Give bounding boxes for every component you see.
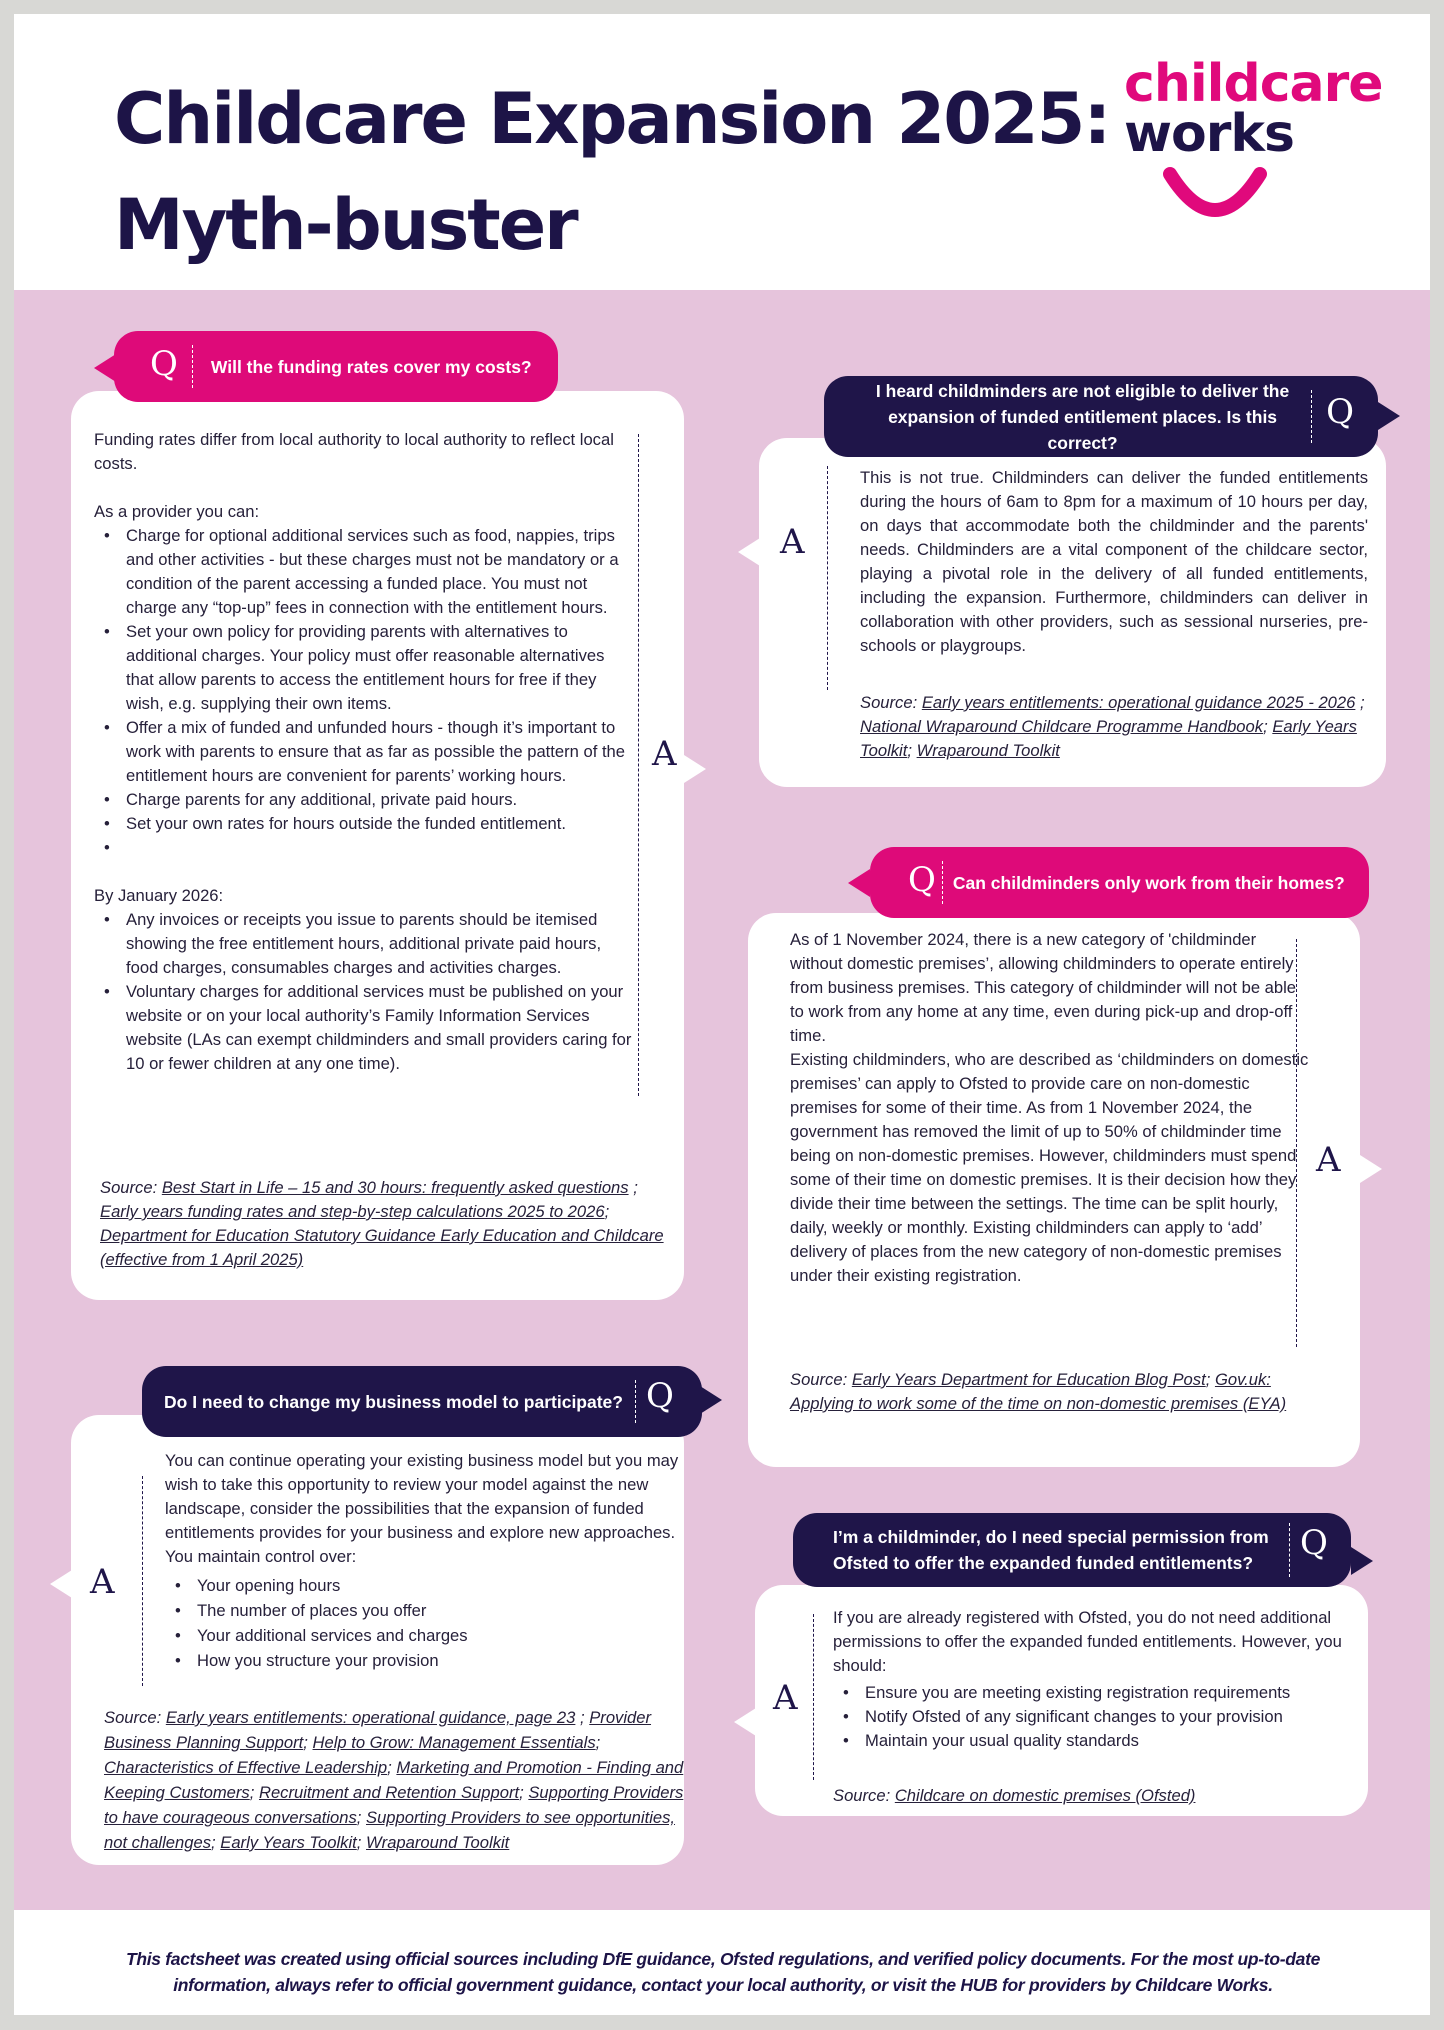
question-text: I’m a childminder, do I need special permission from Ofsted to offer the expanded funded entitlements? [833,1527,1269,1573]
answer-paragraph-1: As of 1 November 2024, there is a new category of 'childminder without domestic premises’, allowing childminders to operate entirely from business premises. This category of childminder will not be able to work from any home at any time, even during pick-up and drop-off time. [790,930,1297,1045]
q-divider [1289,1523,1290,1577]
source-link[interactable]: Early Years Department for Education Blog Post [851,1370,1206,1389]
smile-icon [1160,166,1270,226]
answer-body [165,1449,695,1673]
source-link[interactable]: Department for Education Statutory Guidance Early Education and Childcare (effective from 1 April 2025) [100,1226,664,1269]
a-icon: A [780,522,805,562]
question-bubble-ofsted-permission [793,1513,1351,1587]
source-label: Source: [790,1370,848,1389]
list-item: • Maintain your usual quality standards [833,1729,1368,1753]
source-link[interactable]: Characteristics of Effective Leadership [104,1758,388,1777]
answer-divider [1296,939,1297,1347]
source-link[interactable]: Wraparound Toolkit [916,741,1060,760]
source-link[interactable]: Early years entitlements: operational guidance, page 23 [165,1708,576,1727]
question-text: Can childminders only work from their homes? [952,872,1345,893]
q-divider [635,1380,636,1423]
answer-intro: Funding rates differ from local authority to local authority to reflect local costs. [94,430,614,473]
answer-text: You can continue operating your existing business model but you may wish to take this opportunity to review your model against the new landscape, consider the possibilities that the expansion of funded entitlements provides for your business and explore new approaches. You maintain control over: [165,1451,679,1566]
question-bubble-funding-rates [114,331,558,402]
source-label: Source: [833,1786,891,1805]
answer-body [860,466,1368,658]
question-text: I heard childminders are not eligible to deliver the expansion of funded entitlement places. Is this correct? [875,380,1290,453]
source-link[interactable]: Supporting Providers to have courageous conversations [104,1783,684,1827]
q-icon: Q [645,1375,674,1416]
q-icon: Q [150,343,178,384]
list-item: • Your opening hours [165,1573,695,1598]
childcare-works-logo [1110,54,1383,224]
provider-can-list [94,524,634,860]
source-link[interactable]: Provider Business Planning Support [104,1708,652,1752]
a-icon: A [773,1678,798,1718]
question-pointer [94,354,116,382]
answer-body [790,928,1310,1288]
source-label: Source: [100,1178,158,1197]
answer-pointer [684,755,706,783]
list-item: • Notify Ofsted of any significant changes to your provision [833,1705,1368,1729]
question-bubble-business-model [142,1366,702,1437]
answer-paragraph-2: Existing childminders, who are described as ‘childminders on domestic premises’ can apply to Ofsted to provide care on non-domestic premises for some of their time. As from 1 November 2024, the government has removed the limit of up to 50% of childminder time being on non-domestic premises. However, childminders must spend some of their time on domestic premises. It is their decision how they divide their time between the settings. The time can be split hourly, daily, weekly or monthly. Existing childminders can apply to ‘add’ delivery of places from the new category of non-domestic premises under their existing registration. [790,1050,1309,1285]
source-link[interactable]: Childcare on domestic premises (Ofsted) [894,1786,1196,1805]
answer-pointer [734,1708,756,1736]
header [14,14,1430,290]
question-pointer [1378,402,1400,430]
january-2026-list [94,908,634,1076]
source-link[interactable]: National Wraparound Childcare Programme Handbook [860,717,1264,736]
title-line-2: Myth-buster [114,184,577,266]
logo-text-works: works [1124,104,1294,164]
source-links: Source: Early years entitlements: operational guidance 2025 - 2026 ; National Wraparound Childcare Programme Handbook; Early Years Toolkit; Wraparound Toolkit [860,693,1365,760]
source-links: Source: Best Start in Life – 15 and 30 hours: frequently asked questions ; Early years funding rates and step-by-step calculations 2025 to 2026; Department for Education Statutory Guidance Early Education and Childcare (effective from 1 April 2025) [100,1178,664,1269]
question-pointer [848,869,870,897]
source-link[interactable]: Wraparound Toolkit [366,1833,510,1852]
question-bubble-childminders-eligible [824,376,1378,457]
question-bubble-childminders-homes [870,847,1369,918]
title-line-1: Childcare Expansion 2025: [114,78,1110,160]
answer-pointer [50,1570,72,1598]
list-item: • Set your own policy for providing parents with alternatives to additional charges. Your policy must offer reasonable alternatives that allow parents to access the entitlement hours for free if they wish, e.g. supplying their own items. [94,620,634,716]
source-link[interactable]: Supporting Providers to see opportunities, not challenges [104,1808,676,1852]
answer-divider [638,434,639,1096]
source-link[interactable]: Marketing and Promotion - Finding and Keeping Customers [104,1758,684,1802]
a-icon: A [652,734,677,774]
question-text: Will the funding rates cover my costs? [210,356,532,377]
answer-divider [813,1614,814,1780]
control-list [165,1573,695,1673]
source-label: Source: [860,693,918,712]
question-text: Do I need to change my business model to participate? [164,1391,623,1412]
should-list [833,1681,1368,1753]
answer-body [94,428,634,1076]
footer [14,1910,1430,2015]
list-item: • Ensure you are meeting existing registration requirements [833,1681,1368,1705]
list-item: • The number of places you offer [165,1598,695,1623]
q-divider [192,345,193,388]
source-links: Source: Early years entitlements: operational guidance, page 23 ; Provider Business Planning Support; Help to Grow: Management Essentials; Characteristics of Effective Leadership; Marketing and Promotion - Finding and Keeping Customers; Recruitment and Retention Support; Supporting Providers to have courageous conversations; Supporting Providers to see opportunities, not challenges; Early Years Toolkit; Wraparound Toolkit [104,1708,684,1852]
a-icon: A [90,1562,115,1602]
answer-text: If you are already registered with Ofsted, you do not need additional permissions to offer the expanded funded entitlements. However, you should: [833,1608,1342,1675]
source-link[interactable]: Early Years Toolkit [220,1833,357,1852]
list2-heading: By January 2026: [94,886,224,905]
a-icon: A [1316,1140,1341,1180]
factsheet-page [14,14,1430,2015]
list-heading: As a provider you can: [94,502,260,521]
list-item: • Your additional services and charges [165,1623,695,1648]
list-item: • Any invoices or receipts you issue to parents should be itemised showing the free entitlement hours, additional private paid hours, food charges, consumables charges and activities charges. [94,908,634,980]
source-link[interactable]: Early years entitlements: operational guidance 2025 - 2026 [921,693,1356,712]
source-link[interactable]: Early Years Toolkit [860,717,1357,760]
list-item: • Offer a mix of funded and unfunded hours - though it’s important to work with parents to ensure that as far as possible the pattern of the entitlement hours are convenient for parents’ working hours. [94,716,634,788]
answer-pointer [738,538,760,566]
question-pointer [700,1386,722,1414]
page-title [114,66,1109,278]
source-label: Source: [104,1708,162,1727]
answer-pointer [1360,1155,1382,1183]
q-icon: Q [1326,391,1354,432]
source-link[interactable]: Best Start in Life – 15 and 30 hours: frequently asked questions [161,1178,629,1197]
answer-divider [827,466,828,690]
footer-disclaimer: This factsheet was created using official sources including DfE guidance, Ofsted regulations, and verified policy documents. For the most up-to-date information, always refer to official government guidance, contact your local authority, or visit the HUB for providers by Childcare Works. [125,1949,1321,1995]
list-item: • How you structure your provision [165,1648,695,1673]
list-item-empty [94,836,634,860]
source-link[interactable]: Help to Grow: Management Essentials [312,1733,596,1752]
answer-text: This is not true. Childminders can deliver the funded entitlements during the hours of 6am to 8pm for a maximum of 10 hours per day, on days that accommodate both the childminder and the parents' needs. Childminders are a vital component of the childcare sector, playing a pivotal role in the delivery of all funded entitlements, including the expansion. Furthermore, childminders can deliver in collaboration with other providers, such as sessional nurseries, pre-schools or playgroups. [860,468,1368,655]
list-item: • Charge for optional additional services such as food, nappies, trips and other activities - but these charges must not be mandatory or a condition of the parent accessing a funded place. You must not charge any “top-up” fees in connection with the entitlement hours. [94,524,634,620]
answer-body [833,1606,1368,1753]
question-pointer [1351,1547,1373,1575]
list-item: • Charge parents for any additional, private paid hours. [94,788,634,812]
logo-text-childcare: childcare [1124,54,1383,114]
answer-divider [142,1476,143,1686]
source-link[interactable]: Early years funding rates and step-by-step calculations 2025 to 2026 [100,1202,605,1221]
list-item: • Voluntary charges for additional services must be published on your website or on your local authority’s Family Information Services website (LAs can exempt childminders and small providers caring for 10 or fewer children at any one time). [94,980,634,1076]
list-item: • Set your own rates for hours outside the funded entitlement. [94,812,634,836]
source-link[interactable]: Recruitment and Retention Support [258,1783,520,1802]
source-links: Source: Early Years Department for Education Blog Post; Gov.uk: Applying to work some of the time on non-domestic premises (EYA) [790,1370,1287,1413]
q-icon: Q [1300,1523,1328,1563]
q-divider [1311,390,1312,443]
q-divider [942,861,943,904]
q-icon: Q [908,859,936,900]
source-link[interactable]: Gov.uk: Applying to work some of the time on non-domestic premises (EYA) [790,1370,1287,1413]
source-links [833,1784,1353,1808]
